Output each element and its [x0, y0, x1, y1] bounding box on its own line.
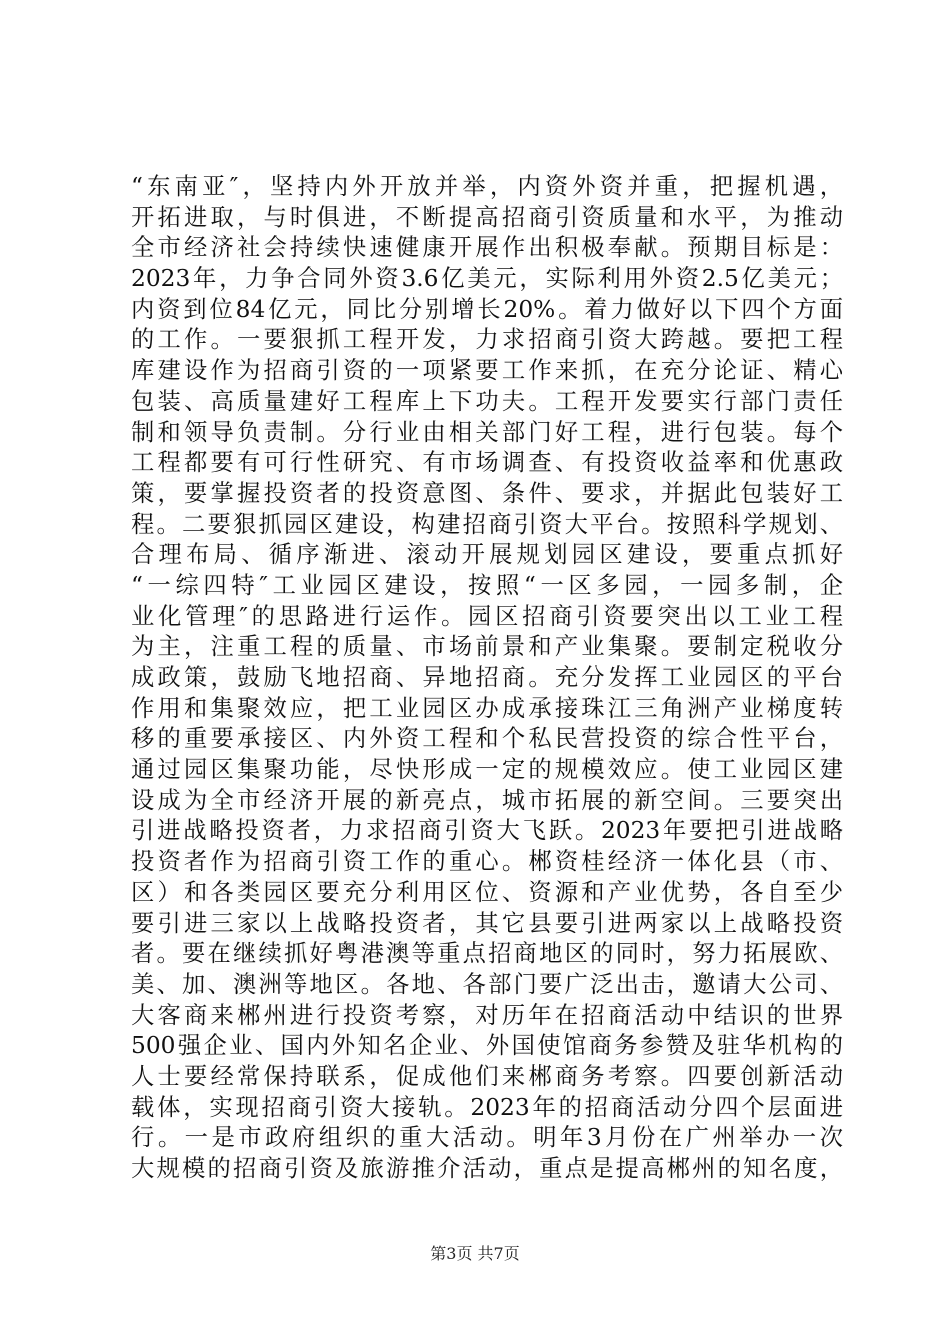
text-line: 引进战略投资者，力求招商引资大飞跃。2023年要把引进战略: [131, 817, 843, 845]
text-line: 移的重要承接区、内外资工程和个私民营投资的综合性平台，: [131, 725, 843, 753]
text-line: 行。一是市政府组织的重大活动。明年3月份在广州举办一次: [131, 1124, 843, 1152]
text-line: 2023年，力争合同外资3.6亿美元，实际利用外资2.5亿美元；: [131, 265, 843, 293]
text-line: 大规模的招商引资及旅游推介活动，重点是提高郴州的知名度，: [131, 1155, 843, 1182]
text-line: 区）和各类园区要充分利用区位、资源和产业优势，各自至少: [131, 878, 843, 906]
text-line: 制和领导负责制。分行业由相关部门好工程，进行包装。每个: [131, 418, 843, 446]
text-line: 业化管理″的思路进行运作。园区招商引资要突出以工业工程: [131, 602, 843, 630]
text-line: 全市经济社会持续快速健康开展作出积极奉献。预期目标是：: [131, 234, 843, 262]
page-footer: 第3页 共7页: [430, 1244, 520, 1263]
text-line: 程。二要狠抓园区建设，构建招商引资大平台。按照科学规划、: [131, 510, 843, 538]
text-line: 策，要掌握投资者的投资意图、条件、要求，并据此包装好工: [131, 479, 843, 507]
text-line: 者。要在继续抓好粤港澳等重点招商地区的同时，努力拓展欧、: [131, 940, 843, 968]
text-line: 为主，注重工程的质量、市场前景和产业集聚。要制定税收分: [131, 633, 843, 661]
text-line: 500强企业、国内外知名企业、外国使馆商务参赞及驻华机构的: [131, 1032, 843, 1060]
text-line: 工程都要有可行性研究、有市场调查、有投资收益率和优惠政: [131, 449, 843, 477]
text-line: 合理布局、循序渐进、滚动开展规划园区建设，要重点抓好: [131, 541, 843, 569]
text-line: 开拓进取，与时俱进，不断提高招商引资质量和水平，为推动: [131, 203, 843, 231]
text-line: 大客商来郴州进行投资考察，对历年在招商活动中结识的世界: [131, 1001, 843, 1029]
body-paragraph: [131, 172, 843, 1185]
text-line: “东南亚″，坚持内外开放并举，内资外资并重，把握机遇，: [131, 173, 843, 200]
text-line: 成政策，鼓励飞地招商、异地招商。充分发挥工业园区的平台: [131, 664, 843, 691]
text-line: 作用和集聚效应，把工业园区办成承接珠江三角洲产业梯度转: [131, 694, 843, 722]
text-line: 内资到位84亿元，同比分别增长20%。着力做好以下四个方面: [131, 295, 843, 323]
text-line: 载体，实现招商引资大接轨。2023年的招商活动分四个层面进: [131, 1093, 843, 1121]
text-line: 美、加、澳洲等地区。各地、各部门要广泛出击，邀请大公司、: [131, 970, 843, 998]
text-line: 包装、高质量建好工程库上下功夫。工程开发要实行部门责任: [131, 387, 843, 415]
text-line: 要引进三家以上战略投资者，其它县要引进两家以上战略投资: [131, 909, 843, 937]
text-line: 投资者作为招商引资工作的重心。郴资桂经济一体化县（市、: [131, 848, 843, 876]
text-line: 通过园区集聚功能，尽快形成一定的规模效应。使工业园区建: [131, 756, 843, 784]
text-line: 库建设作为招商引资的一项紧要工作来抓，在充分论证、精心: [131, 357, 843, 385]
text-line: “一综四特″工业园区建设，按照“一区多园，一园多制，企: [131, 571, 843, 599]
text-line: 设成为全市经济开展的新亮点，城市拓展的新空间。三要突出: [131, 786, 843, 814]
text-line: 的工作。一要狠抓工程开发，力求招商引资大跨越。要把工程: [131, 326, 843, 354]
text-line: 人士要经常保持联系，促成他们来郴商务考察。四要创新活动: [131, 1062, 843, 1090]
